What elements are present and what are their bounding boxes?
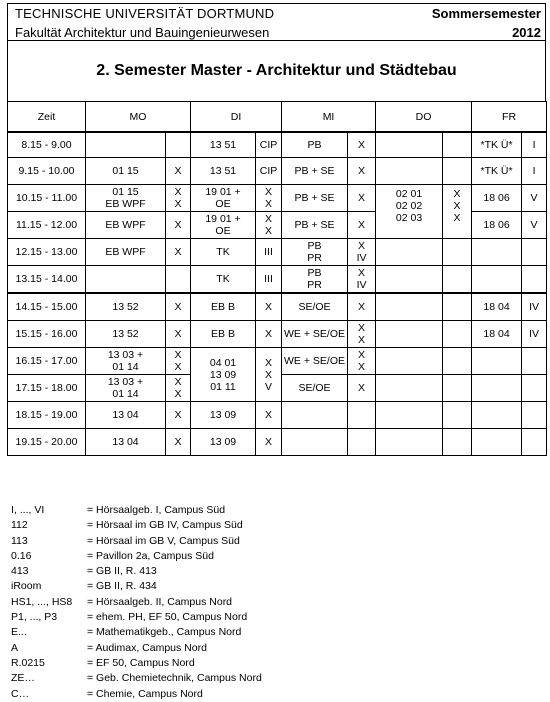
mi-course-cell: WE + SE/OE [282, 321, 348, 348]
do-room-cell [443, 239, 472, 266]
fr-room-cell: IV [522, 293, 547, 321]
di-room-cell: X [256, 429, 282, 456]
fr-course-cell: *TK Ü* [472, 158, 522, 185]
table-row [8, 158, 547, 185]
mo-course-cell: 01 15 EB WPF [86, 185, 166, 212]
legend-value: = ehem. PH, EF 50, Campus Nord [87, 611, 248, 624]
mi-course-cell: PB PR [282, 239, 348, 266]
do-room-cell [443, 321, 472, 348]
mi-room-cell [348, 429, 376, 456]
di-course-cell: TK [191, 266, 256, 294]
di-room-cell: CIP [256, 158, 282, 185]
do-room-cell [443, 132, 472, 158]
mo-room-cell [166, 266, 191, 294]
di-course-cell: TK [191, 239, 256, 266]
legend-key: 413 [11, 565, 29, 578]
legend-key: R.0215 [11, 656, 45, 669]
di-room-cell: CIP [256, 132, 282, 158]
legend-value: = Hörsaalgeb. II, Campus Nord [87, 595, 233, 608]
mo-course-cell: 13 04 [86, 402, 166, 429]
mo-room-cell: X [166, 239, 191, 266]
table-row [8, 293, 547, 321]
mo-course-cell: 13 03 + 01 14 [86, 348, 166, 375]
col-header-di: DI [191, 102, 282, 133]
fr-course-cell [472, 402, 522, 429]
semester-label: Sommersemester [431, 6, 541, 21]
legend-value: = Chemie, Campus Nord [87, 687, 203, 700]
do-room-cell [443, 348, 472, 375]
fr-room-cell: I [522, 158, 547, 185]
mo-room-cell: X X [166, 185, 191, 212]
col-header-do: DO [376, 102, 472, 133]
mo-room-cell: X X [166, 375, 191, 402]
di-room-cell: X [256, 293, 282, 321]
time-cell: 10.15 - 11.00 [8, 185, 86, 212]
fr-course-cell: 18 06 [472, 185, 522, 212]
university-name: TECHNISCHE UNIVERSITÄT DORTMUND [15, 6, 275, 21]
mo-room-cell: X [166, 321, 191, 348]
page-title: 2. Semester Master - Architektur und Städtebau [96, 62, 457, 79]
mi-room-cell: X IV [348, 239, 376, 266]
legend-key: E... [11, 626, 27, 639]
time-cell: 9.15 - 10.00 [8, 158, 86, 185]
do-course-cell [376, 348, 443, 375]
mo-course-cell: 13 03 + 01 14 [86, 375, 166, 402]
legend-key: I, ..., VI [11, 504, 45, 516]
di-room-cell: III [256, 239, 282, 266]
mi-course-cell: PB + SE [282, 212, 348, 239]
di-room-cell: X X [256, 212, 282, 239]
mo-room-cell: X [166, 402, 191, 429]
legend-key: P1, ..., P3 [11, 611, 58, 624]
legend-key: HS1, ..., HS8 [11, 595, 73, 608]
time-cell: 8.15 - 9.00 [8, 132, 86, 158]
title-box [7, 41, 546, 102]
table-row [8, 429, 547, 456]
legend-key: ZE… [11, 672, 35, 685]
mi-course-cell: PB + SE [282, 185, 348, 212]
fr-room-cell [522, 239, 547, 266]
table-row [8, 348, 547, 375]
mo-room-cell: X [166, 293, 191, 321]
time-cell: 13.15 - 14.00 [8, 266, 86, 294]
header-box [7, 3, 546, 41]
do-course-cell [376, 293, 443, 321]
legend-value: = Audimax, Campus Nord [87, 641, 207, 654]
mi-room-cell: X [348, 158, 376, 185]
do-room-cell: X X X [443, 185, 472, 239]
do-course-cell [376, 239, 443, 266]
legend-value: = Hörsaal im GB IV, Campus Süd [87, 519, 243, 532]
mi-course-cell: WE + SE/OE [282, 348, 348, 375]
mi-course-cell: PB + SE [282, 158, 348, 185]
legend-value: = Geb. Chemietechnik, Campus Nord [87, 672, 262, 685]
fr-course-cell: 18 04 [472, 321, 522, 348]
mo-room-cell: X [166, 158, 191, 185]
fr-course-cell: 18 04 [472, 293, 522, 321]
do-room-cell [443, 429, 472, 456]
legend-key: A [11, 641, 19, 654]
do-course-cell [376, 132, 443, 158]
fr-course-cell [472, 266, 522, 294]
legend-value: = Mathematikgeb., Campus Nord [87, 626, 242, 639]
table-row [8, 321, 547, 348]
di-room-cell: X X [256, 185, 282, 212]
faculty-name: Fakultät Architektur und Bauingenieurwesen [15, 25, 270, 40]
legend-value: = Hörsaal im GB V, Campus Süd [87, 534, 240, 547]
di-course-cell: EB B [191, 293, 256, 321]
mo-room-cell: X X [166, 348, 191, 375]
do-course-cell [376, 266, 443, 294]
fr-course-cell [472, 375, 522, 402]
di-course-cell: 13 51 [191, 158, 256, 185]
mi-course-cell: SE/OE [282, 375, 348, 402]
fr-course-cell: *TK Ü* [472, 132, 522, 158]
mi-room-cell [348, 402, 376, 429]
legend-value: = GB II, R. 413 [87, 565, 157, 578]
col-header-zeit: Zeit [8, 102, 86, 133]
di-room-cell: X [256, 321, 282, 348]
time-cell: 18.15 - 19.00 [8, 402, 86, 429]
fr-course-cell: 18 06 [472, 212, 522, 239]
legend-value: = Pavillon 2a, Campus Süd [87, 549, 214, 562]
fr-room-cell [522, 266, 547, 294]
do-course-cell [376, 402, 443, 429]
do-room-cell [443, 293, 472, 321]
legend-key: C… [11, 687, 30, 700]
mi-course-cell: PB [282, 132, 348, 158]
legend-value: = Hörsaalgeb. I, Campus Süd [87, 504, 226, 516]
fr-room-cell: I [522, 132, 547, 158]
mo-room-cell: X [166, 429, 191, 456]
mo-room-cell: X [166, 212, 191, 239]
mi-room-cell: X [348, 375, 376, 402]
fr-course-cell [472, 429, 522, 456]
di-course-cell: 04 01 13 09 01 11 [191, 348, 256, 402]
time-cell: 19.15 - 20.00 [8, 429, 86, 456]
col-header-fr: FR [472, 102, 547, 133]
col-header-mi: MI [282, 102, 376, 133]
do-course-cell [376, 429, 443, 456]
fr-room-cell [522, 375, 547, 402]
year-label: 2012 [512, 25, 541, 40]
di-course-cell: EB B [191, 321, 256, 348]
di-course-cell: 13 09 [191, 402, 256, 429]
table-row [8, 185, 547, 212]
mi-room-cell: X [348, 212, 376, 239]
mi-room-cell: X [348, 132, 376, 158]
do-course-cell [376, 158, 443, 185]
di-room-cell: X [256, 402, 282, 429]
legend-key: 113 [11, 534, 28, 547]
mo-room-cell [166, 132, 191, 158]
mi-course-cell: SE/OE [282, 293, 348, 321]
fr-room-cell [522, 348, 547, 375]
mo-course-cell [86, 266, 166, 294]
time-cell: 12.15 - 13.00 [8, 239, 86, 266]
di-course-cell: 13 09 [191, 429, 256, 456]
timetable-header-row [8, 102, 547, 133]
do-course-cell: 02 01 02 02 02 03 [376, 185, 443, 239]
legend-key: 112 [11, 519, 28, 532]
mo-course-cell: 13 52 [86, 321, 166, 348]
fr-course-cell [472, 348, 522, 375]
mi-course-cell: PB PR [282, 266, 348, 294]
table-row [8, 266, 547, 294]
table-row [8, 132, 547, 158]
mo-course-cell: 13 52 [86, 293, 166, 321]
table-row [8, 402, 547, 429]
time-cell: 17.15 - 18.00 [8, 375, 86, 402]
time-cell: 11.15 - 12.00 [8, 212, 86, 239]
legend-value: = EF 50, Campus Nord [87, 656, 195, 669]
fr-course-cell [472, 239, 522, 266]
do-course-cell [376, 375, 443, 402]
fr-room-cell: V [522, 185, 547, 212]
col-header-mo: MO [86, 102, 191, 133]
mi-room-cell: X IV [348, 266, 376, 294]
do-room-cell [443, 375, 472, 402]
do-room-cell [443, 266, 472, 294]
fr-room-cell: V [522, 212, 547, 239]
mo-course-cell: 01 15 [86, 158, 166, 185]
mi-room-cell: X X [348, 348, 376, 375]
fr-room-cell [522, 429, 547, 456]
mi-course-cell [282, 429, 348, 456]
di-room-cell: X X V [256, 348, 282, 402]
mi-room-cell: X [348, 293, 376, 321]
do-room-cell [443, 402, 472, 429]
mi-room-cell: X X [348, 321, 376, 348]
fr-room-cell: IV [522, 321, 547, 348]
mo-course-cell: EB WPF [86, 239, 166, 266]
do-room-cell [443, 158, 472, 185]
legend-key: iRoom [11, 580, 42, 593]
mo-course-cell: 13 04 [86, 429, 166, 456]
table-row [8, 239, 547, 266]
legend-key: 0.16 [11, 549, 32, 562]
mi-course-cell [282, 402, 348, 429]
di-course-cell: 13 51 [191, 132, 256, 158]
timetable [7, 101, 547, 456]
fr-room-cell [522, 402, 547, 429]
mi-room-cell: X [348, 185, 376, 212]
di-room-cell: III [256, 266, 282, 294]
legend-value: = GB II, R. 434 [87, 580, 157, 593]
mo-course-cell: EB WPF [86, 212, 166, 239]
time-cell: 16.15 - 17.00 [8, 348, 86, 375]
di-course-cell: 19 01 + OE [191, 212, 256, 239]
time-cell: 15.15 - 16.00 [8, 321, 86, 348]
time-cell: 14.15 - 15.00 [8, 293, 86, 321]
di-course-cell: 19 01 + OE [191, 185, 256, 212]
mo-course-cell [86, 132, 166, 158]
do-course-cell [376, 321, 443, 348]
